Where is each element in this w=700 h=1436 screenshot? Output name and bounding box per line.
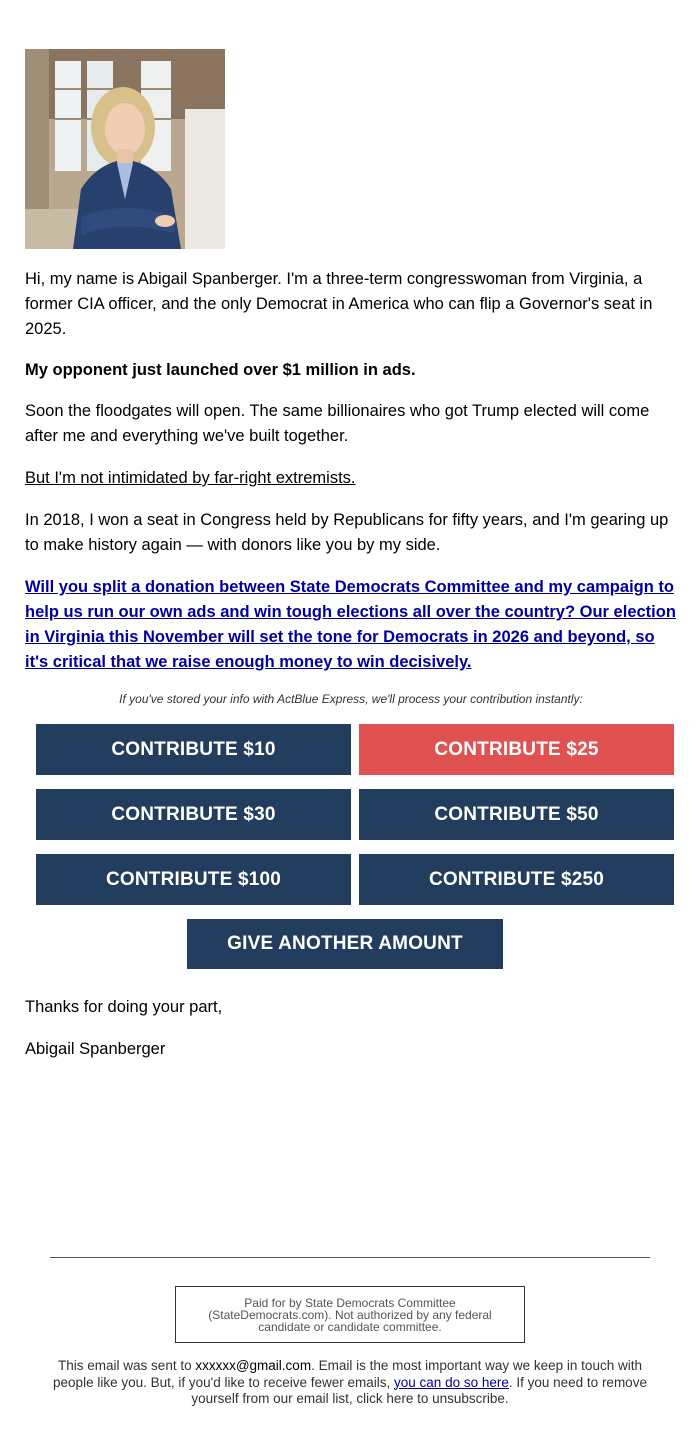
footer-divider — [50, 1257, 650, 1258]
contribute-250-button[interactable]: CONTRIBUTE $250 — [359, 854, 674, 905]
floodgates-paragraph: Soon the floodgates will open. The same billionaires who got Trump elected will come after me and everything we've built together. — [25, 402, 650, 445]
actblue-express-note: If you've stored your info with ActBlue Express, we'll process your contribution instantly: — [119, 692, 583, 706]
contribute-30-button[interactable]: CONTRIBUTE $30 — [36, 789, 351, 840]
signature: Abigail Spanberger — [25, 1040, 166, 1058]
sent-to-prefix: This email was sent to — [58, 1358, 196, 1373]
sent-to-suffix: . Email is the most important way we keep in touch with people like you. But, if you'd like to receive fewer emails, — [53, 1358, 642, 1390]
recipient-email: xxxxxx@gmail.com — [195, 1358, 312, 1373]
donation-cta-link[interactable]: Will you split a donation between State Democrats Committee and my campaign to help us run our own ads and win tough elections all over the country? Our election in Virginia this November will set the tone for Democrats in 2026 and beyond, so it's critical that we raise enough money to win decisively. — [25, 578, 676, 671]
signoff: Thanks for doing your part, — [25, 998, 223, 1016]
candidate-portrait-image — [25, 49, 225, 249]
email-body — [25, 49, 677, 1062]
underlined-statement: But I'm not intimidated by far-right extremists. — [25, 469, 356, 487]
paid-for-disclaimer: Paid for by State Democrats Committee (StateDemocrats.com). Not authorized by any federal candidate or candidate committee. — [175, 1286, 525, 1343]
bold-headline: My opponent just launched over $1 million in ads. — [25, 361, 416, 379]
contribute-100-button[interactable]: CONTRIBUTE $100 — [36, 854, 351, 905]
footer-legal-text — [50, 1358, 650, 1408]
unsubscribe-text[interactable]: . If you need to remove yourself from our email list, click here to unsubscribe. — [191, 1374, 647, 1406]
fewer-emails-link[interactable]: you can do so here — [394, 1374, 509, 1390]
contribute-50-button[interactable]: CONTRIBUTE $50 — [359, 789, 674, 840]
intro-paragraph: Hi, my name is Abigail Spanberger. I'm a three-term congresswoman from Virginia, a former CIA officer, and the only Democrat in America who can flip a Governor's seat in 2025. — [25, 270, 653, 338]
contribute-10-button[interactable]: CONTRIBUTE $10 — [36, 724, 351, 775]
contribute-25-button[interactable]: CONTRIBUTE $25 — [359, 724, 674, 775]
give-another-amount-button[interactable]: GIVE ANOTHER AMOUNT — [187, 919, 503, 969]
contribution-buttons — [36, 724, 674, 905]
history-paragraph: In 2018, I won a seat in Congress held by Republicans for fifty years, and I'm gearing up to make history again — with donors like you by my side. — [25, 511, 669, 554]
email-footer — [0, 1257, 700, 1408]
candidate-photo — [25, 49, 225, 249]
